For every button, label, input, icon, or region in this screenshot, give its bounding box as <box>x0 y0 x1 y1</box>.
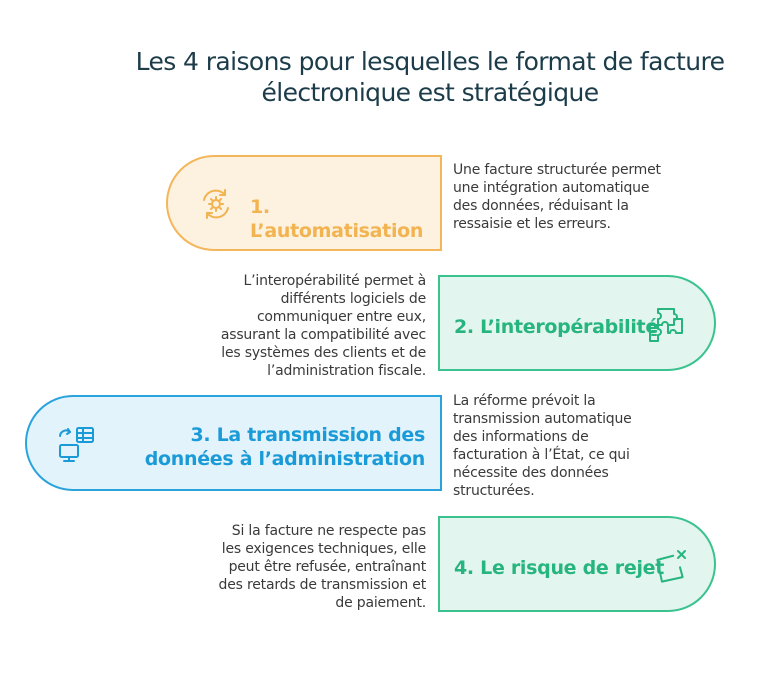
item-label: 4. Le risque de rejet <box>454 557 665 579</box>
data-transfer-icon <box>57 424 97 464</box>
item-description: Si la facture ne respecte pas les exigences techniques, elle peut être refusée, entraînant des retards de transmission et de paiement. <box>218 523 426 611</box>
item-interoperabilite <box>438 275 716 371</box>
item-label: 2. L’interopérabilité <box>454 316 658 338</box>
item-label: 3. La transmission des données à l’administration <box>144 424 425 470</box>
reject-icon <box>652 548 690 586</box>
item-risque-rejet <box>438 516 716 612</box>
gear-refresh-icon <box>198 186 234 222</box>
item-description: L’interopérabilité permet à différents logiciels de communiquer entre eux, assurant la compatibilité avec les systèmes des clients et de l’administration fiscale. <box>220 273 426 379</box>
item-automatisation <box>166 155 442 251</box>
item-description: La réforme prévoit la transmission automatique des informations de facturation à l’État, ce qui nécessite des données structurées. <box>453 393 632 499</box>
item-label: 1. L’automatisation <box>250 196 424 242</box>
item-description: Une facture structurée permet une intégration automatique des données, réduisant la ressaisie et les erreurs. <box>453 162 661 232</box>
puzzle-icon <box>646 305 686 345</box>
item-transmission <box>25 395 442 491</box>
page-title: Les 4 raisons pour lesquelles le format de facture électronique est stratégique <box>135 47 725 107</box>
